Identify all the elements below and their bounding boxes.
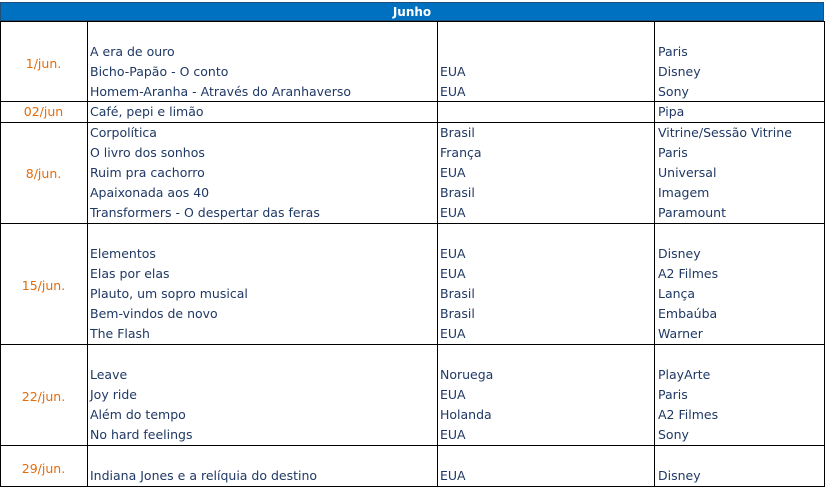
- movie-country: EUA: [440, 326, 466, 341]
- movie-row: [0, 365, 825, 385]
- movie-country: EUA: [440, 387, 466, 402]
- month-header: Junho: [0, 2, 824, 21]
- movie-title: Transformers - O despertar das feras: [90, 205, 320, 220]
- right-edge: [824, 21, 825, 486]
- movie-distributor: Disney: [658, 64, 701, 79]
- movie-title: A era de ouro: [90, 44, 175, 59]
- movie-country: Brasil: [440, 286, 475, 301]
- movie-distributor: Sony: [658, 84, 689, 99]
- movie-country: Holanda: [440, 407, 492, 422]
- movie-country: EUA: [440, 266, 466, 281]
- movie-row: [0, 102, 825, 122]
- movie-distributor: Paris: [658, 44, 688, 59]
- movie-title: Além do tempo: [90, 407, 186, 422]
- movie-title: Bem-vindos de novo: [90, 306, 218, 321]
- movie-country: EUA: [440, 468, 466, 483]
- release-date: 8/jun.: [25, 166, 62, 181]
- movie-country: EUA: [440, 84, 466, 99]
- col-divider: [654, 21, 655, 486]
- movie-row: [0, 304, 825, 324]
- movie-title: Leave: [90, 367, 128, 382]
- movie-distributor: Paramount: [658, 205, 727, 220]
- movie-country: EUA: [440, 205, 466, 220]
- movie-distributor: Paris: [658, 387, 688, 402]
- release-date: 29/jun.: [21, 461, 66, 476]
- movie-country: Brasil: [440, 125, 475, 140]
- movie-distributor: A2 Filmes: [658, 407, 719, 422]
- movie-row: [0, 163, 825, 183]
- movie-distributor: Universal: [658, 165, 717, 180]
- movie-row: [0, 42, 825, 62]
- movie-row: [0, 466, 825, 486]
- movie-row: [0, 324, 825, 344]
- movie-distributor: Imagem: [658, 185, 710, 200]
- movie-country: EUA: [440, 246, 466, 261]
- movie-title: Elas por elas: [90, 266, 170, 281]
- movie-distributor: Pipa: [658, 104, 685, 119]
- col-divider: [437, 21, 438, 486]
- movie-distributor: Embaúba: [658, 306, 718, 321]
- movie-row: [0, 143, 825, 163]
- movie-distributor: Lança: [658, 286, 696, 301]
- col-divider: [87, 21, 88, 486]
- movie-distributor: PlayArte: [658, 367, 711, 382]
- movie-title: The Flash: [90, 326, 150, 341]
- movie-country: Noruega: [440, 367, 494, 382]
- movie-row: [0, 82, 825, 102]
- movie-distributor: Disney: [658, 246, 701, 261]
- movie-country: Brasil: [440, 185, 475, 200]
- movie-row: [0, 385, 825, 405]
- movie-country: EUA: [440, 427, 466, 442]
- movie-row: [0, 123, 825, 143]
- movie-title: Ruim pra cachorro: [90, 165, 205, 180]
- movie-title: Elementos: [90, 246, 156, 261]
- movie-title: Plauto, um sopro musical: [90, 286, 248, 301]
- movie-country: França: [440, 145, 482, 160]
- movie-distributor: Vitrine/Sessão Vitrine: [658, 125, 792, 140]
- movie-distributor: Warner: [658, 326, 703, 341]
- movie-title: Joy ride: [90, 387, 137, 402]
- movie-country: Brasil: [440, 306, 475, 321]
- movie-distributor: A2 Filmes: [658, 266, 719, 281]
- movie-distributor: Paris: [658, 145, 688, 160]
- movie-row: [0, 244, 825, 264]
- movie-row: [0, 284, 825, 304]
- movie-row: [0, 183, 825, 203]
- movie-title: Homem-Aranha - Através do Aranhaverso: [90, 84, 352, 99]
- movie-title: Corpolítica: [90, 125, 157, 140]
- movie-title: Indiana Jones e a relíquia do destino: [90, 468, 318, 483]
- release-date: 15/jun.: [21, 278, 66, 293]
- movie-distributor: Disney: [658, 468, 701, 483]
- movie-title: Apaixonada aos 40: [90, 185, 210, 200]
- movie-title: Bicho-Papão - O conto: [90, 64, 229, 79]
- release-date: 02/jun: [23, 104, 64, 119]
- movie-row: [0, 425, 825, 445]
- movie-distributor: Sony: [658, 427, 689, 442]
- movie-title: No hard feelings: [90, 427, 193, 442]
- movie-country: EUA: [440, 64, 466, 79]
- movie-title: Café, pepi e limão: [90, 104, 204, 119]
- movie-row: [0, 264, 825, 284]
- movie-country: EUA: [440, 165, 466, 180]
- movie-title: O livro dos sonhos: [90, 145, 205, 160]
- left-edge: [0, 21, 1, 486]
- movie-row: [0, 405, 825, 425]
- release-date: 1/jun.: [25, 56, 62, 71]
- movie-row: [0, 62, 825, 82]
- movie-row: [0, 203, 825, 223]
- release-date: 22/jun.: [21, 389, 66, 404]
